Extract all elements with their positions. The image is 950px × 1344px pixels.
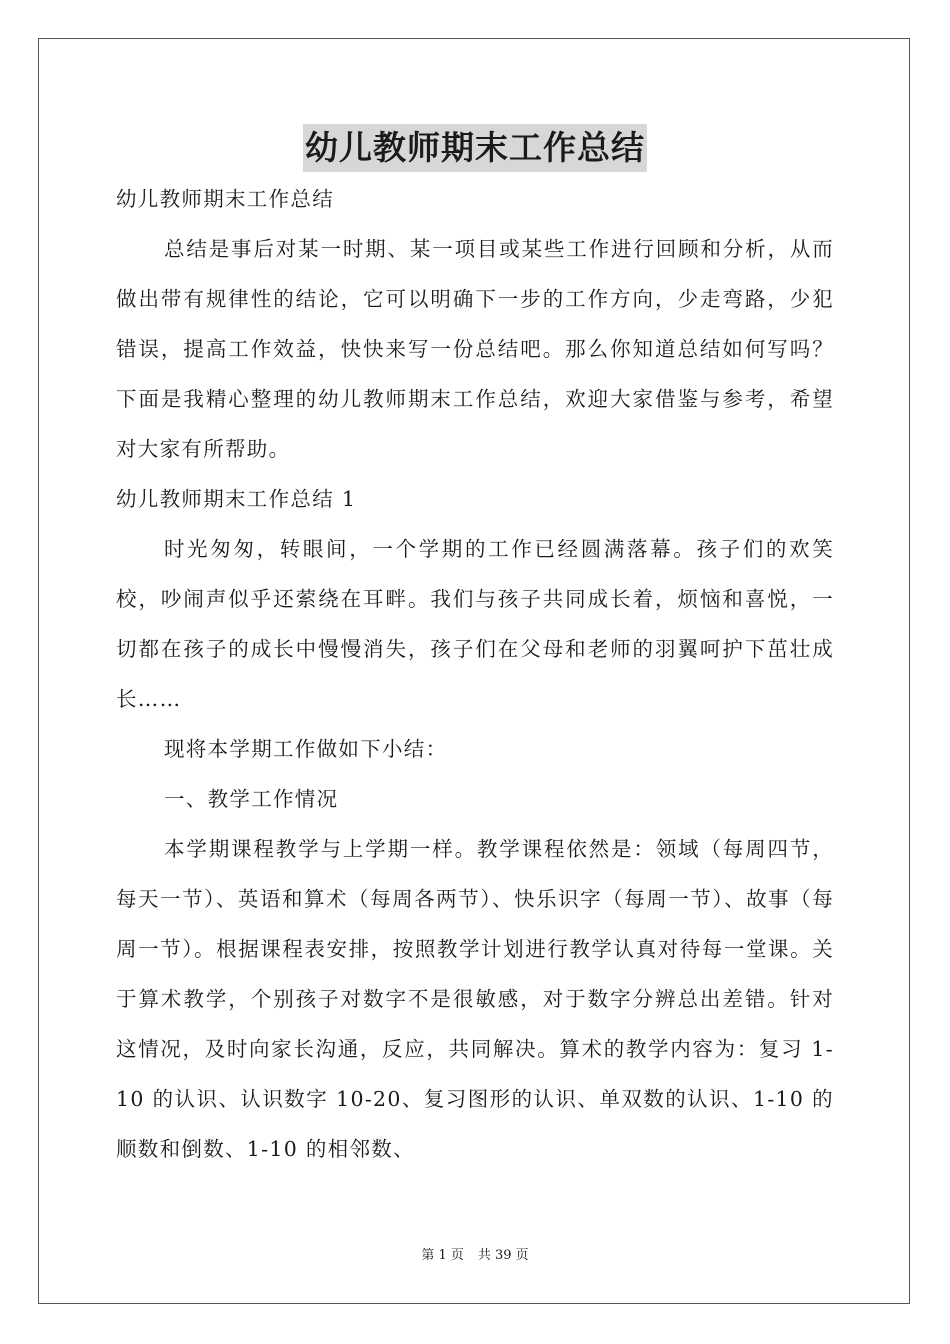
paragraph-opening: 时光匆匆，转眼间，一个学期的工作已经圆满落幕。孩子们的欢笑校，吵闹声似乎还萦绕在耳畔。我们与孩子共同成长着，烦恼和喜悦，一切都在孩子的成长中慢慢消失，孩子们在父母和老师的羽翼呵护下茁壮成长…… — [116, 537, 834, 711]
paragraph-teaching: 本学期课程教学与上学期一样。教学课程依然是：领域（每周四节，每天一节）、英语和算术（每周各两节）、快乐识字（每周一节）、故事（每周一节）。根据课程表安排，按照教学计划进行教学认真对待每一堂课。关于算术教学，个别孩子对数字不是很敏感，对于数字分辨总出差错。针对这情况，及时向家长沟通，反应，共同解决。算术的教学内容为：复习 1-10 的认识、认识数字 10-20、复习图形的认识、单双数的认识、1-10 的顺数和倒数、1-10 的相邻数、 — [116, 837, 834, 1161]
page-total: 共 39 页 — [477, 1248, 529, 1263]
document-body — [116, 174, 834, 1174]
page-number: 第 1 页 — [421, 1248, 464, 1263]
paragraph-subtitle: 幼儿教师期末工作总结 — [116, 187, 334, 211]
subheading-teaching: 一、教学工作情况 — [164, 787, 339, 811]
page-footer — [0, 1246, 950, 1266]
document-title — [0, 122, 950, 174]
section-heading-1: 幼儿教师期末工作总结 1 — [116, 487, 357, 511]
paragraph-summary-lead: 现将本学期工作做如下小结： — [164, 737, 448, 761]
paragraph-intro: 总结是事后对某一时期、某一项目或某些工作进行回顾和分析，从而做出带有规律性的结论，它可以明确下一步的工作方向，少走弯路，少犯错误，提高工作效益，快快来写一份总结吧。那么你知道总结如何写吗？下面是我精心整理的幼儿教师期末工作总结，欢迎大家借鉴与参考，希望对大家有所帮助。 — [116, 237, 834, 461]
document-title-text: 幼儿教师期末工作总结 — [303, 124, 647, 172]
